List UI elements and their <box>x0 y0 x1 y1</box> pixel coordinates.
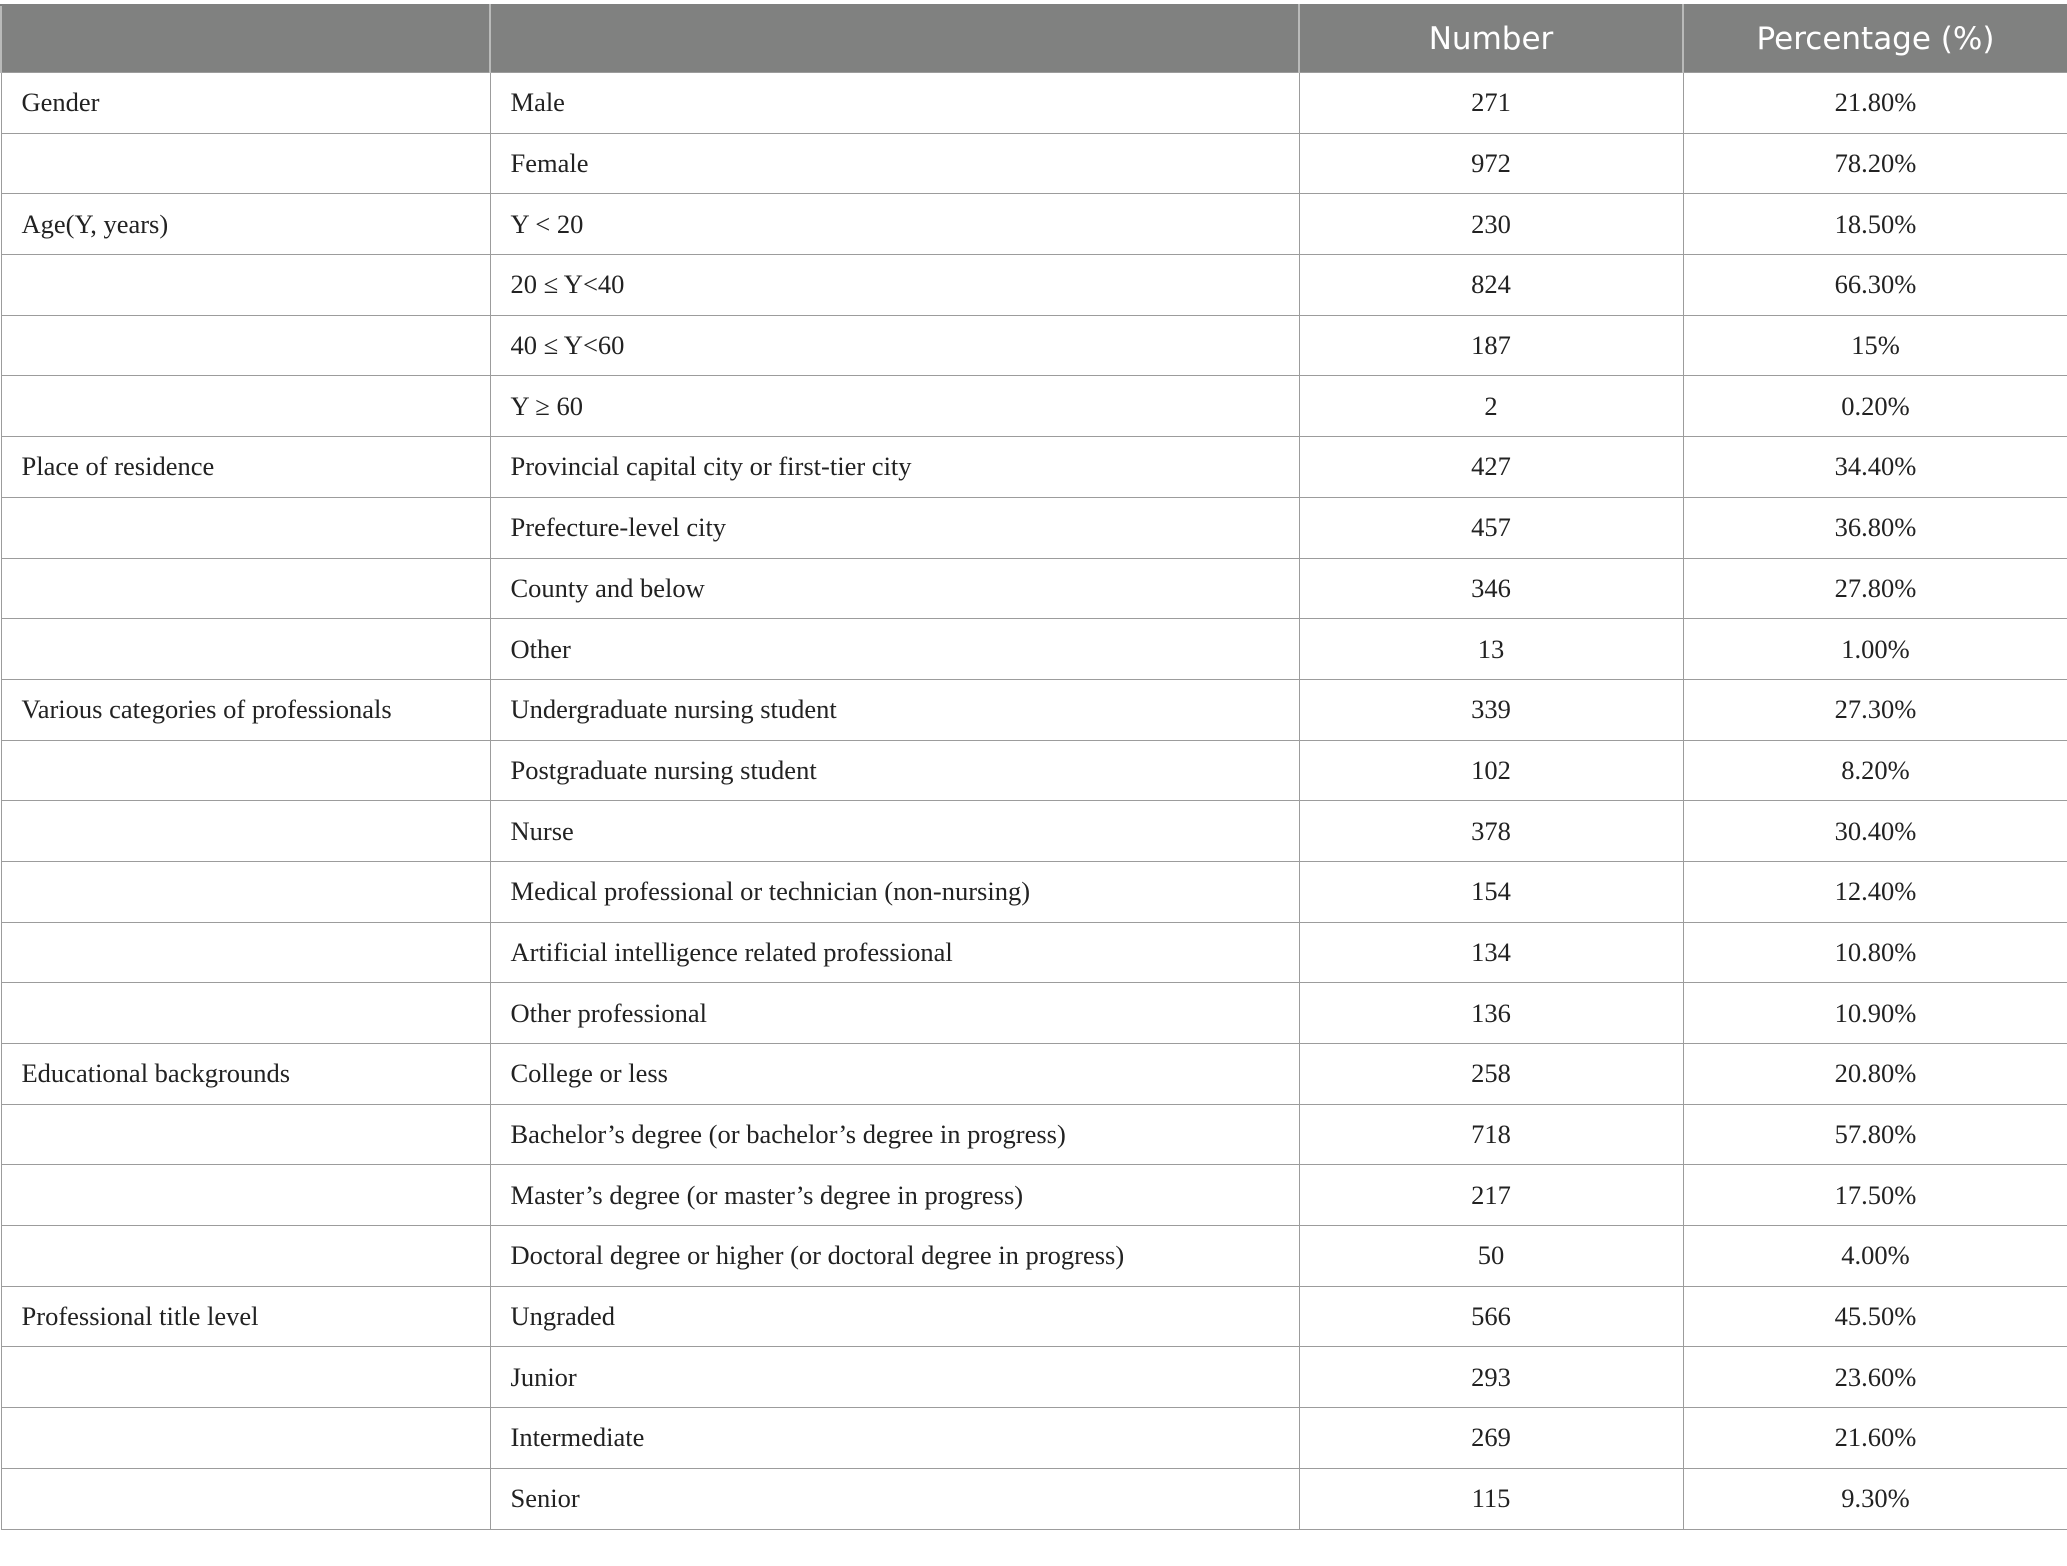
number-cell: 346 <box>1299 558 1683 619</box>
category-cell: Age(Y, years) <box>1 194 490 255</box>
table-header <box>1 5 2067 73</box>
item-cell: Undergraduate nursing student <box>490 679 1299 740</box>
table-row <box>1 558 2067 619</box>
percentage-cell: 1.00% <box>1683 619 2067 680</box>
header-item-cell <box>490 5 1299 73</box>
table-row <box>1 1044 2067 1105</box>
item-cell: Y ≥ 60 <box>490 376 1299 437</box>
item-cell: Junior <box>490 1347 1299 1408</box>
number-cell: 378 <box>1299 801 1683 862</box>
header-category-cell <box>1 5 490 73</box>
item-cell: Medical professional or technician (non-nursing) <box>490 861 1299 922</box>
category-cell <box>1 558 490 619</box>
category-cell <box>1 922 490 983</box>
table-row <box>1 1104 2067 1165</box>
table-row <box>1 315 2067 376</box>
category-cell <box>1 376 490 437</box>
table-row <box>1 255 2067 316</box>
number-cell: 457 <box>1299 497 1683 558</box>
category-cell <box>1 133 490 194</box>
percentage-cell: 12.40% <box>1683 861 2067 922</box>
percentage-cell: 66.30% <box>1683 255 2067 316</box>
header-row <box>1 5 2067 73</box>
number-cell: 102 <box>1299 740 1683 801</box>
item-cell: Ungraded <box>490 1286 1299 1347</box>
item-cell: Postgraduate nursing student <box>490 740 1299 801</box>
category-cell: Professional title level <box>1 1286 490 1347</box>
item-cell: Senior <box>490 1468 1299 1529</box>
percentage-cell: 21.60% <box>1683 1408 2067 1469</box>
number-cell: 2 <box>1299 376 1683 437</box>
category-cell <box>1 983 490 1044</box>
number-cell: 136 <box>1299 983 1683 1044</box>
table-row <box>1 376 2067 437</box>
category-cell: Various categories of professionals <box>1 679 490 740</box>
item-cell: Doctoral degree or higher (or doctoral degree in progress) <box>490 1226 1299 1287</box>
number-cell: 258 <box>1299 1044 1683 1105</box>
percentage-cell: 34.40% <box>1683 437 2067 498</box>
item-cell: Prefecture-level city <box>490 497 1299 558</box>
number-cell: 187 <box>1299 315 1683 376</box>
number-cell: 566 <box>1299 1286 1683 1347</box>
category-cell <box>1 1408 490 1469</box>
item-cell: College or less <box>490 1044 1299 1105</box>
item-cell: Bachelor’s degree (or bachelor’s degree in progress) <box>490 1104 1299 1165</box>
table-row <box>1 619 2067 680</box>
item-cell: 20 ≤ Y<40 <box>490 255 1299 316</box>
item-cell: Provincial capital city or first-tier city <box>490 437 1299 498</box>
number-cell: 217 <box>1299 1165 1683 1226</box>
item-cell: Other professional <box>490 983 1299 1044</box>
table-row <box>1 740 2067 801</box>
number-cell: 339 <box>1299 679 1683 740</box>
number-cell: 134 <box>1299 922 1683 983</box>
category-cell <box>1 1165 490 1226</box>
percentage-cell: 36.80% <box>1683 497 2067 558</box>
table-row <box>1 1286 2067 1347</box>
item-cell: Artificial intelligence related professional <box>490 922 1299 983</box>
number-cell: 972 <box>1299 133 1683 194</box>
table-row <box>1 679 2067 740</box>
number-cell: 13 <box>1299 619 1683 680</box>
table-row <box>1 133 2067 194</box>
item-cell: County and below <box>490 558 1299 619</box>
table-row <box>1 497 2067 558</box>
table-row <box>1 983 2067 1044</box>
number-cell: 427 <box>1299 437 1683 498</box>
item-cell: Master’s degree (or master’s degree in progress) <box>490 1165 1299 1226</box>
header-number-cell: Number <box>1299 5 1683 73</box>
category-cell: Gender <box>1 73 490 134</box>
percentage-cell: 17.50% <box>1683 1165 2067 1226</box>
demographics-table <box>0 4 2067 1530</box>
percentage-cell: 4.00% <box>1683 1226 2067 1287</box>
percentage-cell: 57.80% <box>1683 1104 2067 1165</box>
percentage-cell: 27.80% <box>1683 558 2067 619</box>
number-cell: 293 <box>1299 1347 1683 1408</box>
table-row <box>1 1165 2067 1226</box>
category-cell <box>1 1468 490 1529</box>
percentage-cell: 8.20% <box>1683 740 2067 801</box>
percentage-cell: 45.50% <box>1683 1286 2067 1347</box>
number-cell: 718 <box>1299 1104 1683 1165</box>
table-row <box>1 1468 2067 1529</box>
item-cell: Nurse <box>490 801 1299 862</box>
category-cell <box>1 1347 490 1408</box>
category-cell <box>1 255 490 316</box>
item-cell: Female <box>490 133 1299 194</box>
category-cell <box>1 497 490 558</box>
item-cell: Male <box>490 73 1299 134</box>
percentage-cell: 10.90% <box>1683 983 2067 1044</box>
percentage-cell: 20.80% <box>1683 1044 2067 1105</box>
item-cell: Y < 20 <box>490 194 1299 255</box>
table-row <box>1 73 2067 134</box>
table-row <box>1 801 2067 862</box>
percentage-cell: 27.30% <box>1683 679 2067 740</box>
number-cell: 271 <box>1299 73 1683 134</box>
percentage-cell: 30.40% <box>1683 801 2067 862</box>
category-cell <box>1 619 490 680</box>
demographics-table-container <box>0 4 2067 1530</box>
percentage-cell: 0.20% <box>1683 376 2067 437</box>
number-cell: 115 <box>1299 1468 1683 1529</box>
percentage-cell: 23.60% <box>1683 1347 2067 1408</box>
number-cell: 154 <box>1299 861 1683 922</box>
table-row <box>1 437 2067 498</box>
category-cell <box>1 740 490 801</box>
percentage-cell: 21.80% <box>1683 73 2067 134</box>
category-cell <box>1 1104 490 1165</box>
number-cell: 824 <box>1299 255 1683 316</box>
category-cell <box>1 315 490 376</box>
category-cell <box>1 861 490 922</box>
percentage-cell: 9.30% <box>1683 1468 2067 1529</box>
number-cell: 230 <box>1299 194 1683 255</box>
number-cell: 269 <box>1299 1408 1683 1469</box>
item-cell: Intermediate <box>490 1408 1299 1469</box>
category-cell: Educational backgrounds <box>1 1044 490 1105</box>
item-cell: 40 ≤ Y<60 <box>490 315 1299 376</box>
table-row <box>1 1408 2067 1469</box>
category-cell <box>1 801 490 862</box>
item-cell: Other <box>490 619 1299 680</box>
percentage-cell: 15% <box>1683 315 2067 376</box>
table-row <box>1 194 2067 255</box>
table-body <box>1 73 2067 1530</box>
percentage-cell: 10.80% <box>1683 922 2067 983</box>
table-row <box>1 1226 2067 1287</box>
table-row <box>1 861 2067 922</box>
percentage-cell: 78.20% <box>1683 133 2067 194</box>
number-cell: 50 <box>1299 1226 1683 1287</box>
table-row <box>1 922 2067 983</box>
category-cell <box>1 1226 490 1287</box>
header-percentage-cell: Percentage (%) <box>1683 5 2067 73</box>
category-cell: Place of residence <box>1 437 490 498</box>
percentage-cell: 18.50% <box>1683 194 2067 255</box>
table-row <box>1 1347 2067 1408</box>
